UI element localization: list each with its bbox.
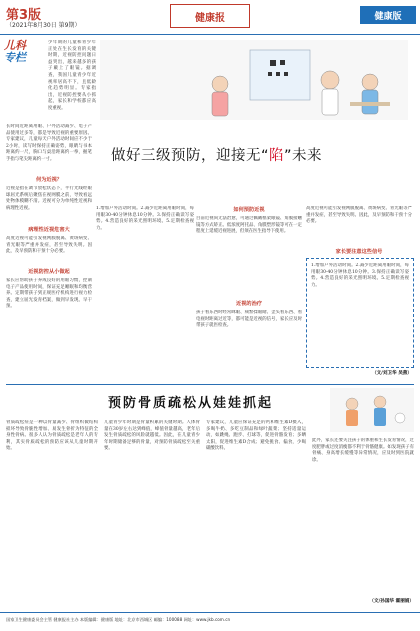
article1-sub6: 家长要注意这些信号 xyxy=(335,249,383,255)
article2-body1: 骨质疏松症是一种以骨量减少、骨组织微结构损坏导致骨脆性增加、易发生骨折为特征的全身性骨病。很多人认为骨质疏松是老年人的专利，其实骨质疏松的预防应该从儿童时期开始。 xyxy=(6,420,98,452)
headline-banner xyxy=(95,122,407,202)
article1-body4: 家长应帮助孩子养成良好的用眼习惯，控制电子产品使用时间，保证充足睡眠和均衡营养。定期带孩子到正规医疗机构进行视力检查，建立屈光发育档案，做到早发现、早干预。 xyxy=(6,278,92,310)
article1-sidebar-text: 1.增加户外活动时间。2.减少近距离用眼时间，每用眼30-40分钟休息10分钟。3.保持正确读写姿势。4.营造良好的采光照明环境。5.定期检查视力。 xyxy=(311,263,409,288)
article1-byline: （文/刘卫华 吴燕） xyxy=(371,371,412,376)
article1-body7: 孩子看东西时经常眯眼、频繁揉眼睛、歪头看东西、看电视时距离过近等，都可能是近视的信号，家长应及时带孩子就医检查。 xyxy=(196,310,302,329)
section-badge: 健康版 xyxy=(360,6,416,24)
section-divider xyxy=(6,384,414,385)
article1-body3: 高度近视可能引发视网膜脱离、黄斑病变、青光眼等严重并发症，甚至导致失明。因此，及早预防和干预十分必要。 xyxy=(6,236,92,255)
article2-body3: 专家建议，儿童应保证充足的钙和维生素D摄入，多喝牛奶、多吃豆制品和绿叶蔬菜；坚持适量运动，如跳绳、跑步、打球等，促进骨骼发育；多晒太阳，促进维生素D合成；避免挑食、偏食，少喝碳酸饮料。 xyxy=(206,420,306,452)
illustration-svg xyxy=(100,40,408,120)
article1-body6: 目前近视尚无法治愈，可通过佩戴框架眼镜、角膜接触镜等方式矫正。低浓度阿托品、角膜塑形镜等可在一定程度上延缓近视进展，但须在医生指导下使用。 xyxy=(196,216,302,235)
column-name-line1: 儿科 xyxy=(4,39,26,52)
issue-date: （2021年8月30日 第9期） xyxy=(6,22,81,29)
eye-exam-illustration xyxy=(100,40,408,120)
column-name-line2: 专栏 xyxy=(4,51,26,64)
article1-sub2: 病理性近视危害大 xyxy=(28,227,70,233)
banner-post: ”未来 xyxy=(284,148,323,164)
article1-body5a: 1.增加户外活动时间。2.减少近距离用眼时间，每用眼30-40分钟休息10分钟。3.保持正确读写姿势。4.营造良好的采光照明环境。5.定期检查视力。 xyxy=(96,206,194,231)
article2-title xyxy=(108,392,318,414)
article2-title-text: 预防骨质疏松从娃娃抓起 xyxy=(108,396,274,411)
article1-intro: 少年期的儿童和青少年正处在生长发育的关键时期，近视防控问题日益突出，越来越多的孩子戴上了眼镜。据调查，我国儿童青少年近视率居高不下，且低龄化趋势明显。专家指出，近视防控要从小抓起，家长和学校都应高度重视。 xyxy=(48,40,96,111)
footer-text: 国家卫生健康委员会主管 健康报社主办 本版编辑：健康版 地址：北京市西城区 邮编：100088 网址：www.jkb.com.cn xyxy=(6,617,231,622)
article1-body1: 长时间近距离用眼、户外活动减少、电子产品使用过多等，都是导致近视的重要原因。专家建议，儿童每天户外活动时间应不少于2小时，读写时保持正确姿势，眼睛与书本距离约一尺，胸口与桌沿距离约一拳，握笔手指与笔尖距离约一寸。 xyxy=(6,124,92,162)
article1-sub1: 何为近视？ xyxy=(36,177,62,183)
article1-sub3: 近视防控从小做起 xyxy=(28,269,70,275)
article2-body2: 儿童青少年时期是骨量积累的关键时期。人体骨量在30岁左右达到峰值，峰值骨量越高，老年后发生骨质疏松的风险就越低。因此，在儿童青少年时期储备足够的骨量，对预防骨质疏松至关重要。 xyxy=(104,420,200,452)
article1-sub4: 如何预防近视 xyxy=(233,207,265,213)
banner-pre: 做好三级预防，迎接无“ xyxy=(111,148,270,164)
article1-sidebar-box xyxy=(306,258,414,368)
banner-highlight: 陷 xyxy=(269,148,285,164)
kids-svg xyxy=(330,388,414,432)
page-header xyxy=(0,0,420,35)
page-footer xyxy=(0,612,420,631)
column-logo xyxy=(4,40,46,84)
logo-text: 健康报 xyxy=(195,12,225,24)
article1-sub5: 近视的治疗 xyxy=(236,301,262,307)
article1-body8: 高度近视可能引发视网膜脱离、黄斑病变、青光眼等严重并发症，甚至导致失明。因此，及早预防和干预十分必要。 xyxy=(306,206,412,225)
article2-byline: （文/孙国华 霍丽娟） xyxy=(369,599,414,604)
article2-body4: 此外，家长还要关注孩子的体重和生长发育情况，过度肥胖或过度消瘦都不利于骨骼健康。如发现孩子有骨痛、身高增长缓慢等异常情况，应及时到医院就诊。 xyxy=(312,438,414,463)
banner-headline xyxy=(111,144,322,165)
article1-body2: 近视是指在调节放松状态下，平行光线经眼球屈光系统后聚焦在视网膜之前，导致看远处物体模糊不清。近视可分为单纯性近视和病理性近视。 xyxy=(6,186,92,211)
page-number: 第3版 xyxy=(6,8,42,23)
kids-illustration xyxy=(330,388,414,432)
newspaper-logo xyxy=(170,4,250,28)
